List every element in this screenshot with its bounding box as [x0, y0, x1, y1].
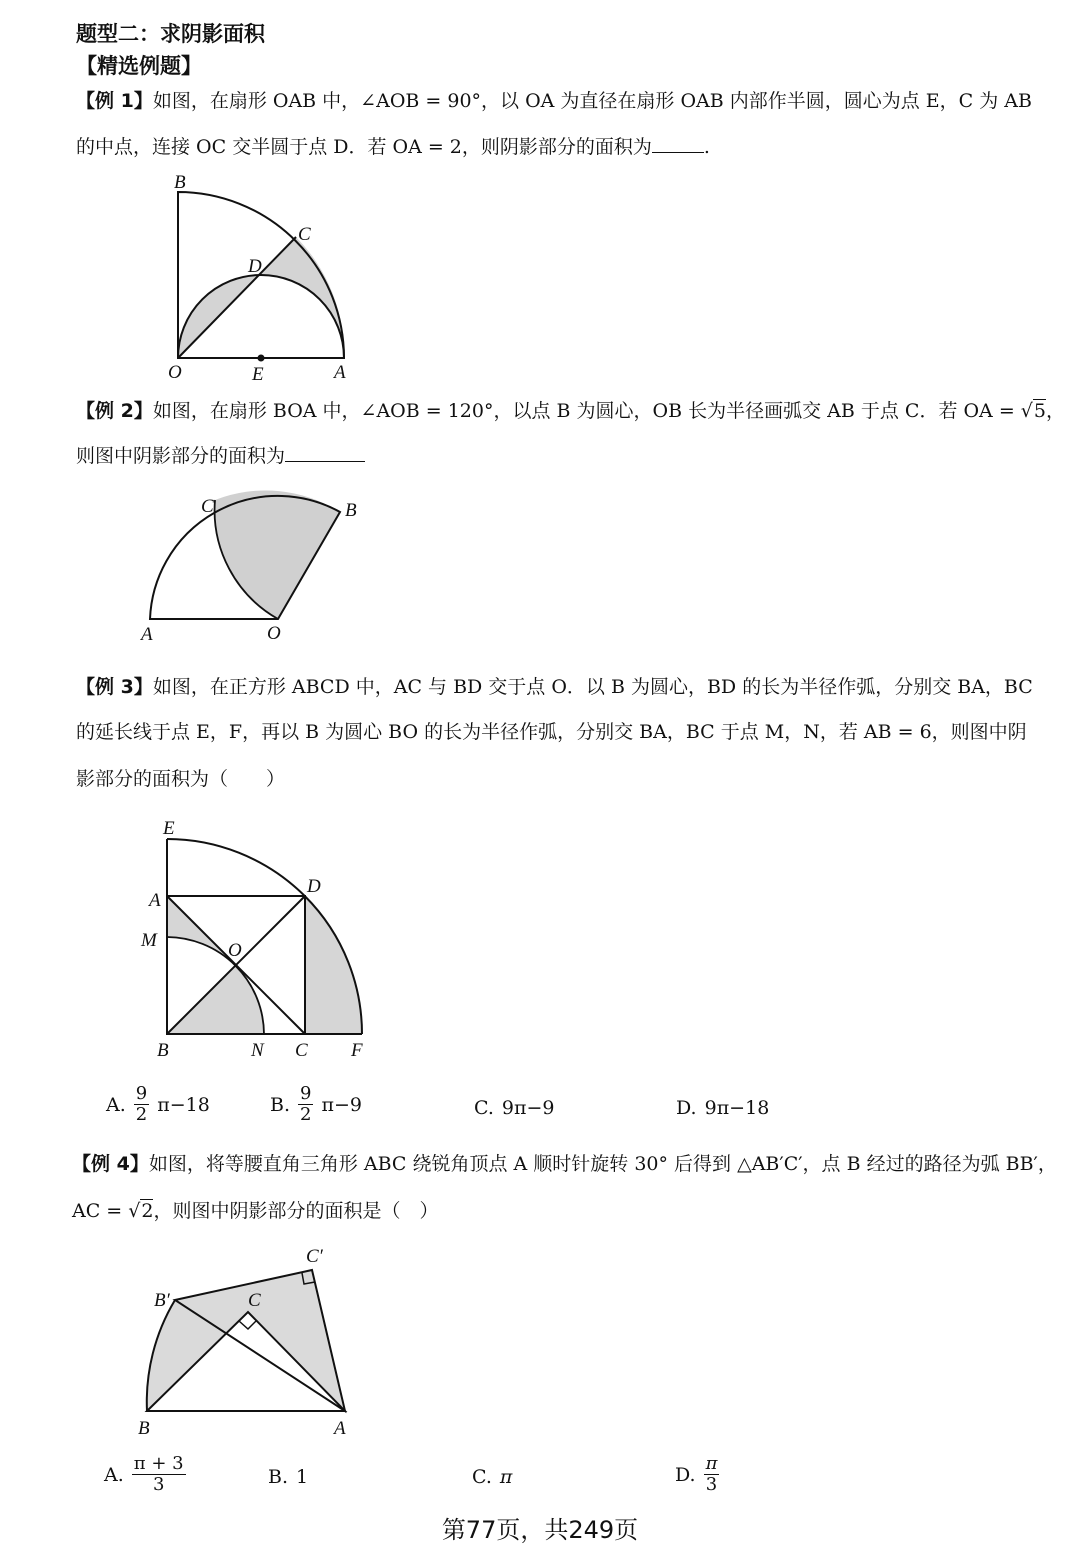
- ex3-option-b-den: 2: [300, 1104, 312, 1125]
- ex3-option-c-text: 9π−9: [501, 1097, 555, 1119]
- example-2-line-2: [76, 443, 365, 469]
- example-2-tag: 【例 2】: [76, 400, 153, 422]
- ex1-point-e: [258, 355, 265, 362]
- ex3-option-a-den: 2: [135, 1104, 148, 1125]
- ex3-label-a: A: [149, 890, 161, 911]
- example-2-sqrt-sign: √: [1020, 400, 1033, 422]
- example-1-line-2: [76, 134, 710, 160]
- ex1-label-a: A: [334, 362, 346, 383]
- example-1-tail: .: [703, 136, 710, 158]
- ex4-label-cp: C′: [306, 1246, 323, 1267]
- ex3-option-b-letter: B.: [270, 1093, 291, 1116]
- example-2-figure: [135, 488, 375, 648]
- ex3-option-d-letter: D.: [676, 1097, 697, 1119]
- example-3-line-2: [76, 719, 1027, 745]
- ex4-option-a-letter: A.: [104, 1463, 124, 1486]
- ex3-option-a-fraction: [134, 1084, 149, 1125]
- example-3-line-1: [76, 674, 1033, 700]
- ex3-option-b-rest: π−9: [321, 1093, 362, 1116]
- example-3-line-3: [76, 766, 285, 792]
- ex4-option-d-den: 3: [705, 1474, 718, 1495]
- ex4-label-a: A: [334, 1418, 346, 1438]
- ex4-option-a-fraction: [132, 1454, 186, 1495]
- ex3-option-d-text: 9π−18: [704, 1097, 770, 1119]
- example-3-text-3: 影部分的面积为（ ）: [76, 768, 286, 790]
- ex4-option-d-fraction: [704, 1454, 720, 1495]
- ex3-option-a[interactable]: [106, 1084, 210, 1125]
- ex3-label-e: E: [163, 818, 175, 839]
- ex3-label-n: N: [251, 1040, 264, 1061]
- page-footer: 第77页，共249页: [441, 1516, 639, 1544]
- ex4-option-a-den: 3: [152, 1474, 165, 1495]
- example-2-line-1: [76, 398, 1065, 424]
- ex4-option-d-letter: D.: [675, 1463, 696, 1486]
- example-1-text-1: 如图，在扇形 OAB 中，∠AOB = 90°，以 OA 为直径在扇形 OAB 内部作半圆，圆心为点 E，C 为 AB: [152, 90, 1032, 112]
- example-3-text-2: 的延长线于点 E，F，再以 B 为圆心 BO 的长为半径作弧，分别交 BA，BC 于点 M，N，若 AB = 6，则图中阴: [76, 721, 1027, 743]
- ex3-option-d[interactable]: [676, 1097, 769, 1119]
- section-title: 题型二：求阴影面积: [76, 22, 265, 46]
- ex3-label-o: O: [228, 940, 242, 961]
- example-2-text-1b: ，: [1045, 400, 1065, 422]
- example-1-tag: 【例 1】: [76, 90, 153, 112]
- ex1-shade-right: [258, 237, 344, 358]
- ex4-option-d-num: π: [705, 1453, 718, 1474]
- ex4-option-c-letter: C.: [472, 1466, 492, 1488]
- ex4-option-c-text: π: [499, 1466, 513, 1488]
- ex3-shade-right: [305, 896, 362, 1034]
- ex2-shade: [215, 490, 340, 619]
- ex4-option-b-text: 1: [296, 1466, 309, 1488]
- ex3-label-b: B: [157, 1040, 169, 1061]
- ex3-label-f: F: [351, 1040, 363, 1061]
- ex2-label-a: A: [141, 624, 153, 645]
- ex4-option-c[interactable]: [472, 1466, 512, 1488]
- example-2-text-1a: 如图，在扇形 BOA 中，∠AOB = 120°，以点 B 为圆心，OB 长为半径画弧交 AB 于点 C．若 OA =: [152, 400, 1021, 422]
- example-1-text-2: 的中点，连接 OC 交半圆于点 D．若 OA = 2，则阴影部分的面积为: [76, 136, 652, 158]
- example-2-sqrt-value: 5: [1033, 400, 1046, 422]
- ex3-label-m: M: [141, 930, 157, 951]
- example-3-figure: [135, 812, 385, 1067]
- ex3-option-a-num: 9: [135, 1083, 148, 1104]
- ex1-label-c: C: [298, 224, 311, 245]
- example-3-tag: 【例 3】: [76, 676, 153, 698]
- ex2-label-o: O: [267, 623, 281, 644]
- example-4-figure: [130, 1238, 370, 1438]
- ex3-option-a-rest: π−18: [157, 1093, 210, 1116]
- ex4-label-c: C: [248, 1290, 261, 1311]
- example-4-line-2: [72, 1198, 438, 1224]
- example-1-answer-blank: [652, 134, 704, 153]
- example-4-line-1: [72, 1151, 1057, 1177]
- ex3-option-b-num: 9: [300, 1083, 312, 1104]
- subsection-title: 【精选例题】: [76, 54, 202, 78]
- ex3-shade-bottom: [167, 965, 264, 1034]
- example-1-line-1: [76, 88, 1032, 114]
- example-2-answer-blank: [285, 443, 365, 462]
- example-4-tag: 【例 4】: [72, 1153, 149, 1175]
- ex2-label-b: B: [345, 500, 357, 521]
- ex4-label-bp: B′: [154, 1290, 170, 1311]
- ex3-option-b-fraction: [298, 1084, 313, 1125]
- ex4-option-b[interactable]: [268, 1466, 308, 1488]
- example-1-figure: [150, 168, 380, 383]
- ex4-option-a[interactable]: [104, 1454, 186, 1495]
- example-3-text-1: 如图，在正方形 ABCD 中，AC 与 BD 交于点 O．以 B 为圆心，BD 的长为半径作弧，分别交 BA，BC: [152, 676, 1033, 698]
- ex1-label-o: O: [168, 362, 182, 383]
- ex3-option-b[interactable]: [270, 1084, 362, 1125]
- ex2-label-c: C: [201, 496, 214, 517]
- ex3-option-c[interactable]: [474, 1097, 555, 1119]
- ex1-label-b: B: [174, 172, 186, 193]
- ex3-label-c: C: [295, 1040, 308, 1061]
- ex4-option-b-letter: B.: [268, 1466, 289, 1488]
- ex3-option-a-letter: A.: [106, 1093, 126, 1116]
- example-4-sqrt-value: 2: [141, 1200, 154, 1222]
- ex4-option-a-num: π + 3: [133, 1453, 184, 1474]
- ex1-label-d: D: [248, 256, 262, 277]
- ex3-label-d: D: [307, 876, 321, 897]
- ex1-label-e: E: [252, 364, 264, 383]
- ex1-segment-oc: [178, 237, 296, 358]
- example-4-text-1: 如图，将等腰直角三角形 ABC 绕锐角顶点 A 顺时针旋转 30° 后得到 △AB′C′，点 B 经过的路径为弧 BB′，: [148, 1153, 1057, 1175]
- example-4-sqrt-sign: √: [128, 1200, 141, 1222]
- ex4-option-d[interactable]: [675, 1454, 719, 1495]
- example-4-text-2a: AC =: [72, 1200, 129, 1222]
- example-4-text-2b: ，则图中阴影部分的面积是（ ）: [153, 1200, 439, 1222]
- ex3-option-c-letter: C.: [474, 1097, 494, 1119]
- ex4-label-b: B: [138, 1418, 150, 1438]
- example-2-text-2: 则图中阴影部分的面积为: [76, 445, 286, 467]
